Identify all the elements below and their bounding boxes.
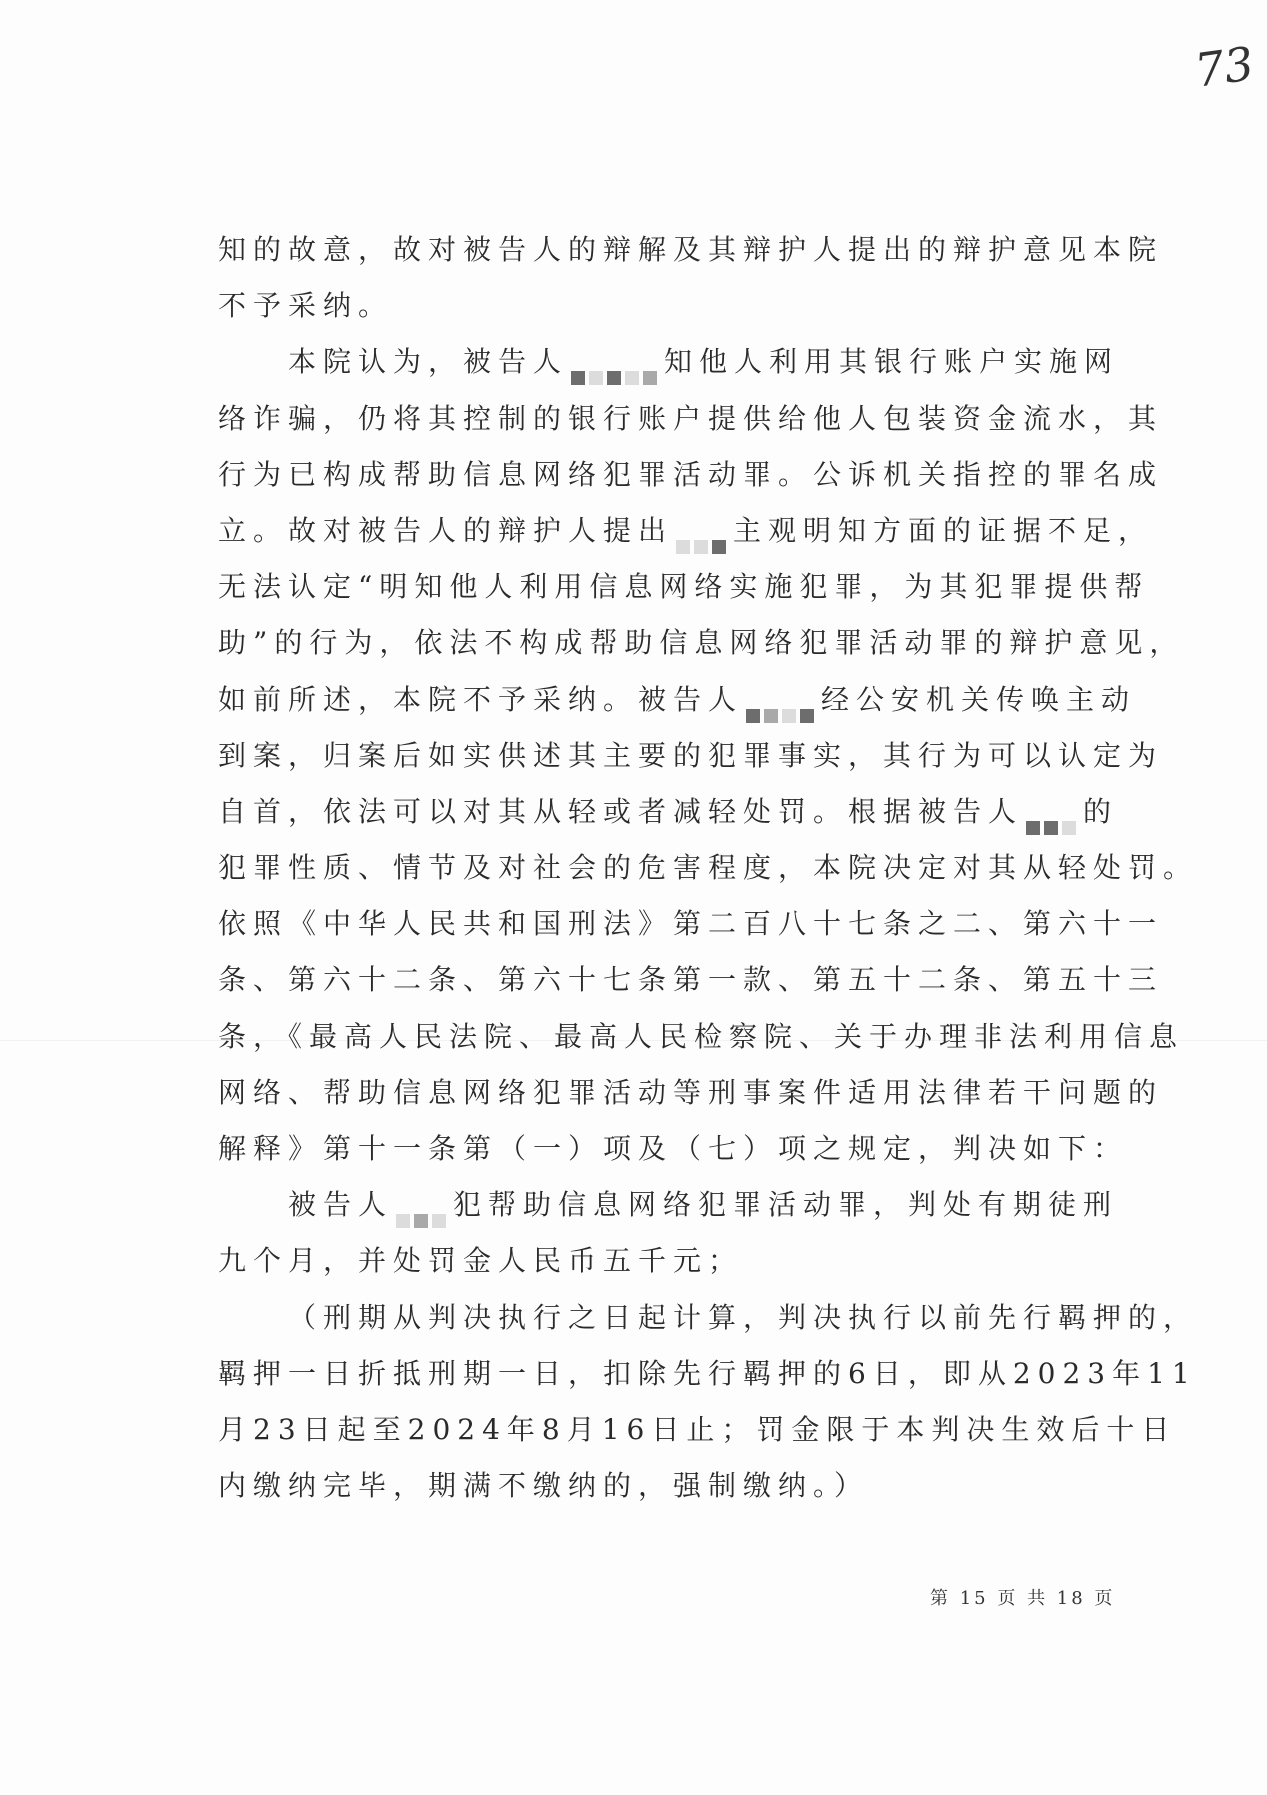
- redacted-name: [1026, 798, 1080, 824]
- line-segment: 自首，依法可以对其从轻或者减轻处罚。根据被告人: [218, 794, 1024, 828]
- text-line: [218, 503, 1154, 559]
- text-line: 助”的行为，依法不构成帮助信息网络犯罪活动罪的辩护意见，: [218, 626, 1185, 660]
- text-line: [218, 334, 1120, 390]
- line-segment: 经公安机关传唤主动: [821, 682, 1137, 716]
- text-line: 羁押一日折抵刑期一日，扣除先行羁押的6日，即从2023年11: [218, 1356, 1197, 1390]
- text-line: [218, 672, 1137, 728]
- line-segment: 的: [1083, 794, 1119, 828]
- text-line: （刑期从判决执行之日起计算，判决执行以前先行羁押的，: [288, 1300, 1199, 1334]
- text-line: 内缴纳完毕，期满不缴纳的，强制缴纳。）: [218, 1469, 870, 1503]
- line-segment: 犯帮助信息网络犯罪活动罪，判处有期徒刑: [453, 1188, 1119, 1222]
- line-segment: 本院认为，被告人: [288, 345, 569, 379]
- text-line: 行为已构成帮助信息网络犯罪活动罪。公诉机关指控的罪名成: [218, 457, 1164, 491]
- text-line: 九个月，并处罚金人民币五千元；: [218, 1244, 744, 1278]
- judgment-body-text: [218, 222, 1199, 1514]
- line-segment: 如前所述，本院不予采纳。被告人: [218, 682, 744, 716]
- redacted-name: [746, 686, 818, 712]
- line-segment: 被告人: [288, 1188, 394, 1222]
- redacted-name: [571, 349, 661, 375]
- handwritten-page-mark: 73: [1191, 36, 1258, 98]
- page-number-footer: 第 15 页 共 18 页: [930, 1588, 1116, 1609]
- text-line: 依照《中华人民共和国刑法》第二百八十七条之二、第六十一: [218, 907, 1164, 941]
- text-line: 网络、帮助信息网络犯罪活动等刑事案件适用法律若干问题的: [218, 1075, 1164, 1109]
- text-line: 犯罪性质、情节及对社会的危害程度，本院决定对其从轻处罚。: [218, 851, 1199, 885]
- text-line: 无法认定“明知他人利用信息网络实施犯罪，为其犯罪提供帮: [218, 570, 1150, 604]
- line-segment: 主观明知方面的证据不足，: [733, 513, 1154, 547]
- text-line: 条、第六十二条、第六十七条第一款、第五十二条、第五十三: [218, 963, 1164, 997]
- text-line: [218, 1177, 1119, 1233]
- redacted-name: [676, 517, 730, 543]
- text-line: 不予采纳。: [218, 289, 394, 323]
- text-line: 络诈骗，仍将其控制的银行账户提供给他人包装资金流水，其: [218, 401, 1164, 435]
- line-segment: 知他人利用其银行账户实施网: [664, 345, 1120, 379]
- redacted-name: [396, 1192, 450, 1218]
- text-line: 条，《最高人民法院、最高人民检察院、关于办理非法利用信息: [218, 1019, 1185, 1053]
- text-line: 知的故意，故对被告人的辩解及其辩护人提出的辩护意见本院: [218, 233, 1164, 266]
- line-segment: 立。故对被告人的辩护人提出: [218, 513, 674, 547]
- text-line: 月23日起至2024年8月16日止；罚金限于本判决生效后十日: [218, 1412, 1177, 1446]
- text-line: [218, 784, 1119, 840]
- text-line: 解释》第十一条第（一）项及（七）项之规定，判决如下：: [218, 1132, 1129, 1165]
- text-line: 到案，归案后如实供述其主要的犯罪事实，其行为可以认定为: [218, 738, 1164, 772]
